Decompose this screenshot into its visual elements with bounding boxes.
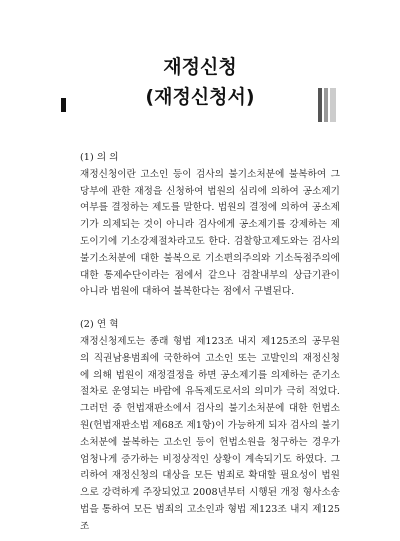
- page-subtitle: (재정신청서): [145, 86, 255, 108]
- right-title-marker: [318, 88, 338, 122]
- section-spacer: [80, 301, 340, 317]
- section-heading-meaning: (1) 의 의: [80, 152, 119, 163]
- section-paragraph-history: 재정신청제도는 종래 형법 제123조 내지 제125조의 공무원의 직권남용범죄에 국한하여 고소인 또는 고발인의 재정신청에 의해 법원이 재정결정을 하면 공소제기를 의제하는 준기소절차로 운영되는 바람에 유독제도로서의 의미가 극히 적었다. 그러던 중 헌법재판소에서 검사의 불기소처분에 대한 헌법소원(헌법재판소법 제68조 제1항)이 가능하게 되자 검사의 불기소처분에 불복하는 고소인 등이 헌법소원을 청구하는 경우가 엄청나게 증가하는 비정상적인 상황이 계속되기도 하였다. 그리하여 재정신청의 대상을 모든 범죄로 확대할 필요성이 법원으로 강력하게 주장되었고 2008년부터 시행된 개정 형사소송법을 통하여 모든 범죄의 고소인과 형법 제123조 내지 제125조: [80, 335, 340, 532]
- left-title-marker: [61, 98, 66, 112]
- section-heading-history: (2) 연 혁: [80, 319, 119, 331]
- marker-bar-light: [330, 88, 336, 122]
- title-block: [0, 52, 400, 112]
- marker-bar-mid: [324, 88, 328, 122]
- marker-bar-dark: [318, 88, 322, 122]
- page-title: 재정신청: [163, 56, 237, 78]
- section-paragraph-meaning: 재정신청이란 고소인 등이 검사의 불기소처분에 불복하여 그 당부에 관한 재정을 신청하여 법원의 심리에 의하여 공소제기여부를 결정하는 제도를 말한다. 법원의 결정에 의하여 공소제기가 의제되는 것이 아니라 검사에게 공소제기를 강제하는 제도이기에 기소강제절차라고도 한다. 검찰항고제도와는 검사의 불기소처분에 대한 불복으로 기소편의주의와 기소독점주의에 대한 통제수단이라는 점에서 같으나 검찰내부의 상급기관이 아니라 법원에 대하여 불복한다는 점에서 구별된다.: [80, 168, 340, 298]
- document-body: [80, 150, 340, 536]
